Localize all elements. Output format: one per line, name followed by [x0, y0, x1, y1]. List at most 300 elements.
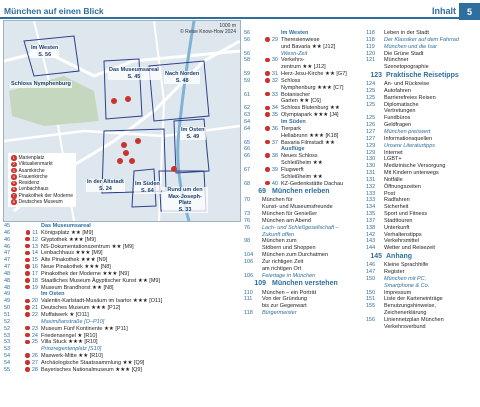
toc-entry	[4, 353, 240, 360]
toc-page-number	[366, 310, 384, 317]
toc-page-number: 129	[366, 149, 376, 156]
toc-page-number: 62	[244, 105, 251, 112]
toc-page-number	[244, 64, 262, 71]
toc-entry	[366, 81, 476, 88]
toc-title: Leben in der Stadt	[384, 30, 429, 36]
toc-page-number: 64	[244, 125, 251, 132]
toc-page-number	[244, 245, 262, 252]
toc-title: Szenetopographie	[384, 64, 429, 71]
toc-item-number: 25	[22, 339, 38, 346]
toc-title: Münchner	[384, 57, 409, 64]
toc-entry	[4, 237, 240, 244]
toc-entry	[244, 290, 362, 297]
toc-entry	[4, 312, 240, 319]
toc-title: Neue Pinakothek ★★★ [N8]	[41, 264, 111, 271]
map-area-altstadt: In der Altstadt S. 24	[87, 179, 124, 192]
marker-icon	[265, 126, 270, 131]
toc-entry	[366, 218, 476, 225]
toc-title: München und die Isar	[384, 43, 437, 50]
toc-page-number: 53	[4, 346, 11, 353]
toc-page-number: 150	[366, 275, 376, 282]
toc-title: Internet	[384, 149, 403, 156]
toc-entry	[366, 163, 476, 170]
toc-page-number: 49	[4, 298, 11, 305]
toc-entry	[4, 319, 240, 326]
toc-title: Lenbachhaus ★★★ [M9]	[41, 250, 103, 257]
legend-item: 6 Lenbachhaus	[12, 186, 49, 193]
marker-icon	[25, 258, 30, 263]
chapter-page: 123	[370, 71, 382, 79]
toc-page-number	[366, 64, 384, 71]
toc-entry	[4, 285, 240, 292]
toc-entry	[4, 244, 240, 251]
marker-icon	[25, 299, 30, 304]
toc-entry	[4, 278, 240, 285]
toc-entry	[244, 211, 362, 218]
toc-entry	[244, 160, 362, 167]
toc-page-number: 65	[244, 139, 251, 146]
marker-icon	[265, 140, 270, 145]
toc-entry	[244, 296, 362, 303]
toc-page-number	[244, 204, 262, 211]
marker-icon	[265, 112, 270, 117]
toc-entry	[366, 204, 476, 211]
chapter-page: 109	[254, 280, 266, 288]
marker-icon	[25, 305, 30, 310]
toc-entry	[366, 170, 476, 177]
legend-item: 2 Viktualienmarkt	[12, 161, 53, 168]
toc-entry	[244, 37, 362, 44]
toc-entry	[366, 177, 476, 184]
toc-title: Informationsquellen	[384, 135, 433, 142]
toc-entry	[244, 126, 362, 133]
marker-icon	[265, 106, 270, 111]
toc-title: Zur richtigen Zeit	[262, 259, 304, 265]
toc-title: Register	[384, 269, 405, 275]
overview-map	[3, 20, 241, 222]
toc-entry	[366, 143, 476, 150]
toc-title: zentrum ★★ [J12]	[281, 64, 326, 71]
toc-page-number: 48	[4, 277, 11, 284]
toc-item-number	[22, 346, 38, 353]
toc-title: Das Museumsareal	[41, 223, 91, 229]
toc-entry	[366, 232, 476, 239]
toc-item-number: 12	[22, 237, 38, 244]
legend-item: 4 Frauenkirche	[12, 173, 48, 180]
marker-icon	[25, 326, 30, 331]
toc-item-number: 28	[22, 367, 38, 374]
toc-left-column	[4, 223, 240, 374]
toc-title: Smartphone & Co.	[384, 282, 430, 289]
chapter-title: Anhang	[386, 252, 413, 260]
marker-icon	[265, 71, 270, 76]
toc-item-number	[262, 98, 278, 105]
toc-page-number: 73	[244, 211, 251, 218]
toc-title: Museum Brandhorst ★★ [N8]	[41, 284, 114, 291]
marker-icon	[25, 340, 30, 345]
toc-page-number: 126	[366, 122, 376, 129]
toc-entry	[4, 326, 240, 333]
toc-page-number: 58	[244, 57, 251, 64]
chapter-title: Praktische Reisetipps	[386, 71, 459, 79]
toc-entry	[366, 310, 476, 317]
toc-page-number: 120	[366, 50, 376, 57]
legend-item: 7 Pinakothek der Moderne	[12, 192, 73, 199]
toc-page-number: 143	[366, 238, 376, 245]
toc-title: Museum Fünf Kontinente ★★ [P11]	[41, 325, 128, 332]
toc-title: Verkehrsverbund	[384, 323, 426, 330]
toc-title: Verkehrsmittel	[384, 238, 419, 245]
toc-page-number: 53	[4, 339, 11, 346]
toc-page-number: 156	[366, 316, 376, 323]
toc-title: Olympiapark ★★★ [J4]	[281, 112, 339, 119]
toc-page-number	[244, 232, 262, 239]
toc-entry	[366, 191, 476, 198]
toc-title: Villa Stuck ★★★ [R10]	[41, 339, 98, 346]
toc-page-number: 138	[366, 224, 376, 231]
toc-title: München zum	[262, 238, 297, 245]
marker-icon	[25, 333, 30, 338]
toc-entry	[244, 44, 362, 51]
toc-page-number	[244, 44, 262, 51]
toc-page-number: 66	[244, 153, 251, 160]
toc-entry	[366, 296, 476, 303]
toc-chapter	[366, 252, 476, 262]
toc-entry	[4, 264, 240, 271]
toc-right-column	[366, 30, 476, 331]
toc-page-number: 48	[4, 284, 11, 291]
toc-title: An- und Rückreise	[384, 81, 430, 88]
toc-page-number: 53	[4, 332, 11, 339]
toc-page-number	[366, 324, 384, 331]
toc-page-number: 110	[244, 289, 253, 296]
toc-page-number: 133	[366, 197, 376, 204]
toc-item-number	[262, 160, 278, 167]
legend-item: 3 Asamkirche	[12, 167, 45, 174]
toc-title: Autofahren	[384, 87, 411, 94]
toc-item-number: 18	[22, 278, 38, 285]
toc-entry	[244, 174, 362, 181]
toc-page-number: 46	[4, 236, 11, 243]
toc-entry	[4, 223, 240, 230]
toc-page-number: 125	[366, 87, 376, 94]
chapter-page: 69	[258, 187, 266, 195]
marker-icon	[26, 230, 31, 235]
toc-item-number: 26	[22, 353, 38, 360]
toc-title: Deutsches Museum ★★★ [P12]	[41, 305, 121, 312]
marker-icon	[25, 264, 30, 269]
toc-entry	[244, 225, 362, 232]
marker-icon	[265, 92, 270, 97]
toc-entry	[4, 250, 240, 257]
toc-title: Maxwerk-Mitte ★★ [R10]	[41, 353, 103, 360]
toc-item-number: 14	[22, 250, 38, 257]
toc-entry	[366, 317, 476, 324]
toc-item-number: 16	[22, 264, 38, 271]
toc-title: Bürgermeister	[262, 310, 297, 317]
toc-entry	[366, 211, 476, 218]
toc-title: Neues Schloss	[281, 153, 318, 160]
toc-page-number: 131	[366, 176, 376, 183]
toc-title: Flugwerft	[281, 166, 304, 173]
toc-page-number: 54	[4, 353, 11, 360]
toc-page-number: 70	[244, 197, 251, 204]
marker-icon	[265, 167, 270, 172]
toc-title: Im Westen	[281, 30, 309, 36]
toc-page-number	[244, 160, 262, 167]
toc-page-number: 118	[244, 310, 253, 317]
toc-page-number: 46	[4, 243, 11, 250]
toc-title: Bavaria Filmstadt ★★	[281, 139, 335, 146]
marker-icon	[25, 271, 30, 276]
marker-icon	[25, 360, 30, 365]
map-copyright: © Reise Know-How 2024	[180, 29, 236, 35]
toc-title: Garten ★★ [C6]	[281, 98, 321, 105]
toc-item-number: 30	[262, 57, 278, 64]
toc-title: KZ-Gedenkstätte Dachau	[281, 180, 344, 187]
toc-title: Zeichenerklärung	[384, 310, 427, 317]
toc-page-number	[366, 108, 384, 115]
toc-title: am richtigen Ort	[262, 265, 302, 272]
toc-title: Tierpark	[281, 125, 301, 132]
toc-item-number: 27	[22, 360, 38, 367]
map-legend	[8, 153, 76, 207]
toc-page-number: 52	[4, 325, 11, 332]
toc-entry	[366, 57, 476, 64]
toc-title: München mit PC,	[384, 275, 427, 282]
toc-entry	[4, 346, 240, 353]
toc-title: Glyptothek ★★★ [M9]	[41, 236, 96, 243]
toc-title: NS-Dokumentationszentrum ★★ [M9]	[41, 243, 134, 250]
toc-page-number	[244, 85, 262, 92]
toc-entry	[244, 85, 362, 92]
toc-item-number	[22, 291, 38, 298]
toc-title: Diplomatische	[384, 101, 419, 108]
toc-title: Kleine Sprachhilfe	[384, 262, 429, 269]
toc-title: Staatliches Museum Ägyptischer Kunst ★★ [M9]	[41, 277, 160, 284]
toc-entry	[366, 156, 476, 163]
toc-page-number: 59	[244, 71, 251, 78]
toc-page-number: 54	[4, 359, 11, 366]
toc-item-number: 29	[262, 37, 278, 44]
toc-page-number: 125	[366, 94, 376, 101]
toc-title: bis zur Gegenwart	[262, 303, 307, 310]
map-area-nymphenburg: Schloss Nymphenburg	[11, 81, 71, 87]
toc-title: München zum Durchatmen	[262, 252, 329, 259]
toc-title: Vertretungen	[384, 108, 416, 115]
map-scale	[180, 23, 236, 35]
toc-title: Liste der Karteneinträge	[384, 296, 443, 303]
toc-title: Friedensengel ★ [R10]	[41, 332, 97, 339]
toc-page-number: 63	[244, 112, 251, 119]
toc-item-number: 22	[22, 312, 38, 319]
toc-entry	[244, 140, 362, 147]
toc-item-number	[262, 146, 278, 153]
toc-title: Schleißheim ★★	[281, 160, 323, 167]
header-rule	[0, 17, 459, 19]
toc-page-number: 121	[366, 57, 376, 64]
toc-page-number: 134	[366, 204, 376, 211]
toc-entry	[244, 273, 362, 280]
toc-title: Radfahren	[384, 197, 410, 204]
toc-title: München preiswert	[384, 128, 431, 135]
toc-entry	[244, 252, 362, 259]
toc-item-number	[262, 119, 278, 126]
toc-entry	[244, 218, 362, 225]
map-area-maxjoseph: Rund um den Max-Joseph-Platz S. 33	[162, 187, 208, 213]
toc-entry	[366, 225, 476, 232]
toc-title: Verkehrs-	[281, 57, 305, 64]
toc-page-number: 56	[244, 50, 251, 57]
toc-title: Valentin-Karlstadt-Musäum im Isartor ★★★ [O11]	[41, 298, 163, 305]
toc-title: Sicherheit	[384, 204, 409, 211]
toc-page-number: 50	[4, 305, 11, 312]
map-area-museum: Das Museumsareal S. 45	[109, 67, 159, 80]
toc-title: Maximilianstraße [O–P10]	[41, 318, 105, 325]
toc-entry	[244, 78, 362, 85]
toc-chapter	[366, 71, 476, 81]
toc-entry	[366, 129, 476, 136]
toc-entry	[366, 51, 476, 58]
toc-page-number: 147	[366, 269, 376, 275]
toc-title: Fundbüros	[384, 115, 411, 122]
marker-icon	[25, 251, 30, 256]
toc-page-number: 66	[244, 146, 251, 153]
marker-icon	[25, 367, 30, 372]
toc-title: Herz-Jesu-Kirche ★★ [G7]	[281, 71, 347, 78]
toc-page-number: 59	[244, 77, 251, 84]
toc-entry	[244, 119, 362, 126]
toc-page-number: 130	[366, 163, 376, 170]
toc-chapter	[244, 280, 362, 290]
toc-page-number: 98	[244, 238, 251, 245]
toc-title: Verhaltenstipps	[384, 231, 422, 238]
toc-entry	[366, 184, 476, 191]
toc-entry	[244, 245, 362, 252]
toc-entry	[366, 136, 476, 143]
toc-item-number	[262, 133, 278, 140]
toc-page-number: 45	[4, 223, 11, 229]
toc-entry	[366, 37, 476, 44]
toc-item-number	[22, 223, 38, 230]
toc-page-number: 135	[366, 211, 376, 218]
toc-item-number: 21	[22, 305, 38, 312]
toc-page-number: 56	[244, 36, 251, 43]
marker-icon	[265, 37, 270, 42]
marker-icon	[25, 237, 30, 242]
marker-icon	[25, 285, 30, 290]
toc-title: Nymphenburg ★★★ [C7]	[281, 84, 344, 91]
toc-item-number	[262, 51, 278, 58]
marker-icon	[265, 181, 270, 186]
toc-item-number: 20	[22, 298, 38, 305]
toc-entry	[4, 367, 240, 374]
toc-item-number: 24	[22, 333, 38, 340]
toc-title: Im Osten	[41, 291, 65, 298]
toc-entry	[4, 360, 240, 367]
toc-title: Theresienwiese	[281, 36, 320, 43]
toc-title: Medizinische Versorgung	[384, 163, 446, 170]
toc-page-number: 47	[4, 257, 11, 264]
toc-entry	[4, 339, 240, 346]
toc-page-number: 133	[366, 190, 376, 197]
toc-item-number: 37	[262, 140, 278, 147]
toc-title: München – ein Porträt	[262, 289, 317, 296]
toc-page-number: 132	[366, 183, 376, 190]
toc-page-number: 106	[244, 259, 254, 265]
toc-title: Impressum	[384, 289, 412, 296]
toc-title: Schloss	[281, 77, 301, 84]
toc-item-number	[262, 85, 278, 92]
toc-page-number: 76	[244, 224, 251, 231]
toc-page-number: 76	[244, 217, 251, 224]
toc-item-number: 32	[262, 78, 278, 85]
toc-page-number: 56	[244, 30, 251, 36]
legend-item: 1 Marienplatz	[12, 155, 45, 161]
toc-page-number: 119	[366, 43, 375, 50]
map-area-west: Im Westen S. 56	[31, 45, 59, 58]
toc-item-number	[262, 30, 278, 37]
toc-title: Muffatwerk ★ [O11]	[41, 311, 89, 318]
toc-entry	[366, 150, 476, 157]
toc-entry	[366, 269, 476, 276]
toc-title: München für Genießer	[262, 211, 318, 218]
toc-page-number: 106	[244, 272, 254, 279]
toc-page-number: 64	[244, 118, 251, 125]
toc-entry	[366, 30, 476, 37]
toc-entry	[366, 283, 476, 290]
toc-title: Post	[384, 190, 396, 197]
toc-title: Mit Kindern unterwegs	[384, 170, 439, 177]
toc-item-number: 31	[262, 71, 278, 78]
toc-entry	[366, 102, 476, 109]
toc-page-number: 118	[366, 36, 375, 43]
toc-item-number: 19	[22, 285, 38, 292]
toc-entry	[4, 305, 240, 312]
toc-item-number	[262, 174, 278, 181]
toc-title: LGBT+	[384, 156, 402, 163]
toc-page-number: 131	[366, 170, 376, 177]
toc-title: Stadttouren	[384, 217, 413, 224]
marker-icon	[25, 278, 30, 283]
toc-title: Notfälle	[384, 176, 403, 183]
toc-item-number: 36	[262, 126, 278, 133]
toc-title: Wetter und Reisezeit	[384, 245, 435, 252]
toc-entry	[366, 276, 476, 283]
map-scale-text: 1000 m	[219, 23, 236, 29]
map-area-north: Nach Norden S. 48	[165, 71, 200, 84]
toc-title: Botanischer	[281, 91, 311, 98]
toc-page-number: 150	[366, 289, 376, 296]
toc-page-number: 142	[366, 231, 376, 238]
toc-entry	[366, 290, 476, 297]
toc-entry	[366, 108, 476, 115]
section-title: Inhalt	[432, 6, 456, 16]
toc-title: Stöbern und Shoppen	[262, 245, 316, 252]
toc-item-number: 39	[262, 167, 278, 174]
toc-page-number	[244, 174, 262, 181]
toc-page-number: 127	[366, 135, 376, 142]
toc-page-number: 104	[244, 252, 254, 259]
toc-entry	[366, 95, 476, 102]
toc-title: Liniennetzplan München	[384, 316, 444, 323]
toc-page-number: 111	[244, 296, 253, 303]
toc-title: Unterkunft	[384, 224, 410, 231]
toc-title: Hellabrunn ★★★ [K18]	[281, 132, 339, 139]
toc-title: Von der Gründung	[262, 296, 307, 303]
toc-page-number: 127	[366, 128, 376, 135]
legend-item: 5 Residenz	[12, 180, 40, 187]
